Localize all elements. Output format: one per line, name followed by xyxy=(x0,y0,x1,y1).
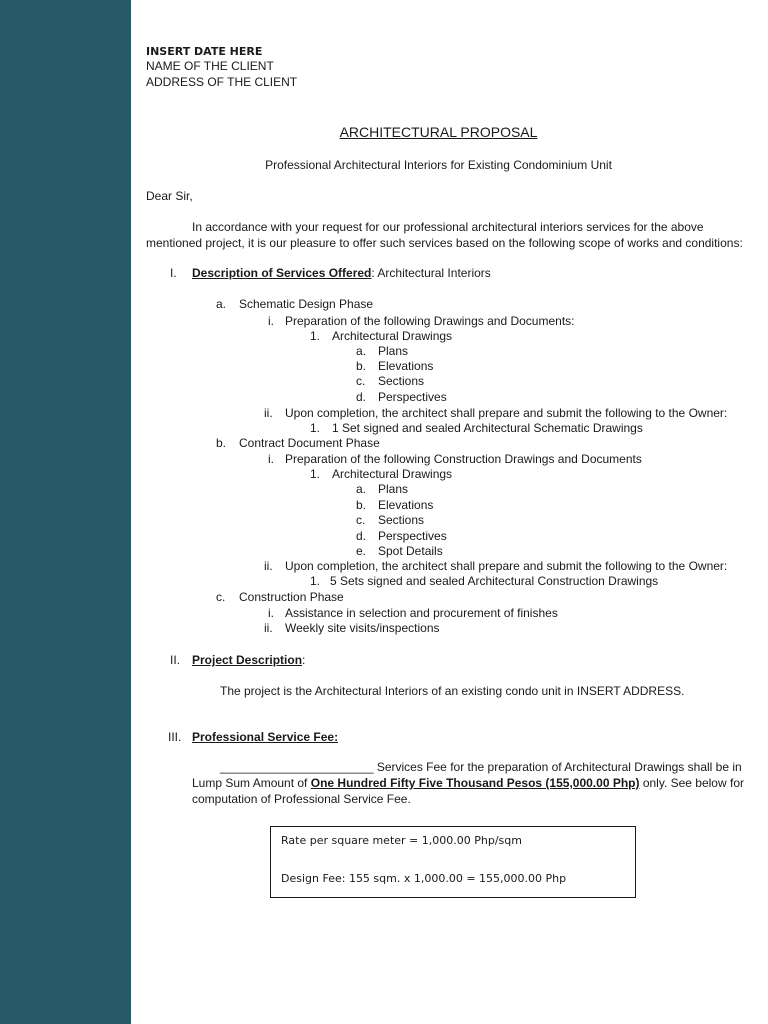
section-1-numeral: I. xyxy=(170,266,177,280)
section-1-colon: : xyxy=(371,266,375,280)
fee-line-text: Services Fee for the preparation of Architectural Drawings shall be in xyxy=(373,760,742,774)
design-fee-line: Design Fee: 155 sqm. x 1,000.00 = 155,000.00 Php xyxy=(281,872,567,885)
list-marker: a. xyxy=(356,482,367,496)
intro-line-1: In accordance with your request for our professional architectural interiors services for the above xyxy=(192,220,704,234)
list-marker: ii. xyxy=(264,406,273,420)
date-line: INSERT DATE HERE xyxy=(146,45,263,58)
salutation: Dear Sir, xyxy=(146,189,193,203)
list-marker: 1. xyxy=(310,574,321,588)
list-item: Contract Document Phase xyxy=(239,436,380,450)
section-3-line-1 xyxy=(220,760,742,775)
list-marker: i. xyxy=(268,452,274,466)
list-item: Sections xyxy=(378,374,425,388)
list-marker: e. xyxy=(356,544,367,558)
list-marker: ii. xyxy=(264,559,273,573)
section-3-heading: Professional Service Fee: xyxy=(192,730,339,744)
list-item: Preparation of the following Drawings and Documents: xyxy=(285,314,575,328)
list-item: Upon completion, the architect shall prepare and submit the following to the Owner: xyxy=(285,559,728,573)
list-item: Architectural Drawings xyxy=(332,467,453,481)
section-1-heading-line xyxy=(192,266,491,281)
list-item: Perspectives xyxy=(378,390,447,404)
list-item: Elevations xyxy=(378,498,434,512)
list-item: Plans xyxy=(378,482,409,496)
list-item: Schematic Design Phase xyxy=(239,297,374,311)
list-item: 5 Sets signed and sealed Architectural Construction Drawings xyxy=(330,574,659,588)
list-item: Elevations xyxy=(378,359,434,373)
list-item: Upon completion, the architect shall prepare and submit the following to the Owner: xyxy=(285,406,728,420)
document-subtitle: Professional Architectural Interiors for Existing Condominium Unit xyxy=(265,158,612,172)
section-3-line-3: computation of Professional Service Fee. xyxy=(192,792,411,806)
list-marker: c. xyxy=(356,374,366,388)
list-marker: d. xyxy=(356,390,367,404)
list-item: Weekly site visits/inspections xyxy=(285,621,440,635)
list-item: Construction Phase xyxy=(239,590,344,604)
document-title: ARCHITECTURAL PROPOSAL xyxy=(339,124,538,140)
section-2-colon: : xyxy=(302,653,306,667)
section-3-line-2 xyxy=(192,776,744,791)
client-name: NAME OF THE CLIENT xyxy=(146,59,274,73)
list-marker: b. xyxy=(356,359,367,373)
list-item: Spot Details xyxy=(378,544,443,558)
list-marker: b. xyxy=(216,436,227,450)
section-1-heading: Description of Services Offered xyxy=(192,266,372,280)
list-marker: c. xyxy=(216,590,226,604)
list-item: Assistance in selection and procurement of finishes xyxy=(285,606,558,620)
list-marker: d. xyxy=(356,529,367,543)
section-2-numeral: II. xyxy=(170,653,181,667)
list-marker: b. xyxy=(356,498,367,512)
blank-line: _______________________ xyxy=(220,760,374,774)
list-marker: i. xyxy=(268,606,274,620)
list-marker: a. xyxy=(216,297,227,311)
list-marker: 1. xyxy=(310,467,321,481)
list-marker: ii. xyxy=(264,621,273,635)
list-marker: 1. xyxy=(310,421,321,435)
list-item: Architectural Drawings xyxy=(332,329,453,343)
rate-line: Rate per square meter = 1,000.00 Php/sqm xyxy=(281,834,522,847)
list-item: Plans xyxy=(378,344,409,358)
amount-words: One Hundred Fifty Five Thousand Pesos (155,000.00 Php) xyxy=(310,776,640,790)
list-item: Sections xyxy=(378,513,425,527)
fee-computation-box xyxy=(270,826,636,898)
section-2-heading-line xyxy=(192,653,305,668)
intro-line-2: mentioned project, it is our pleasure to offer such services based on the following scope of works and conditions: xyxy=(146,236,743,250)
amount-prefix: Lump Sum Amount of xyxy=(192,776,311,790)
section-2-heading: Project Description xyxy=(192,653,303,667)
section-3-numeral: III. xyxy=(168,730,182,744)
amount-suffix: only. See below for xyxy=(639,776,744,790)
list-item: Preparation of the following Construction Drawings and Documents xyxy=(285,452,642,466)
client-address: ADDRESS OF THE CLIENT xyxy=(146,75,298,89)
list-marker: i. xyxy=(268,314,274,328)
list-item: 1 Set signed and sealed Architectural Schematic Drawings xyxy=(332,421,643,435)
list-item: Perspectives xyxy=(378,529,447,543)
list-marker: c. xyxy=(356,513,366,527)
section-2-body: The project is the Architectural Interiors of an existing condo unit in INSERT ADDRESS. xyxy=(220,684,685,698)
sidebar-band xyxy=(0,0,131,1024)
list-marker: a. xyxy=(356,344,367,358)
list-marker: 1. xyxy=(310,329,321,343)
section-1-value: Architectural Interiors xyxy=(374,266,491,280)
